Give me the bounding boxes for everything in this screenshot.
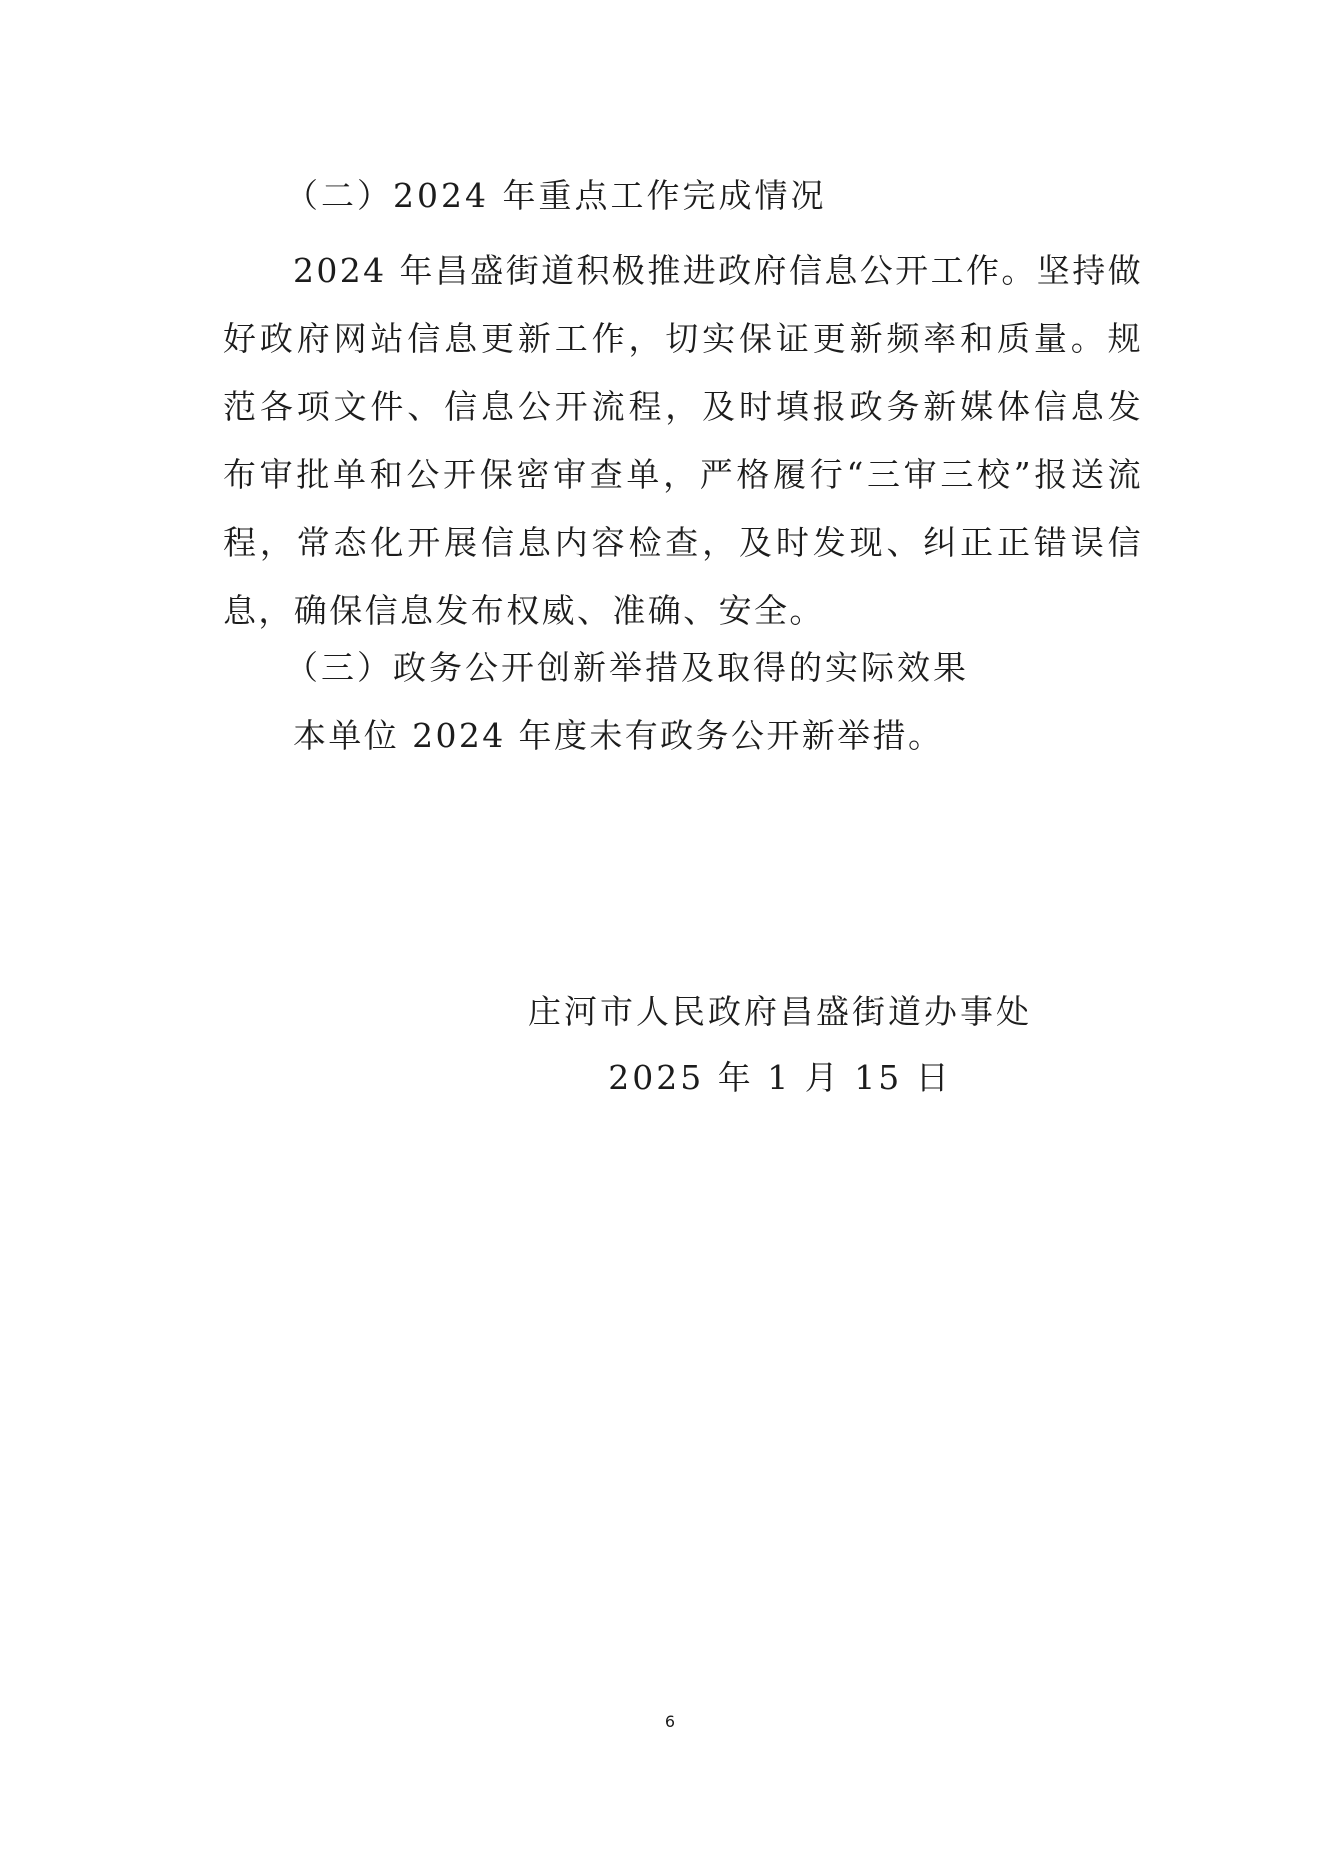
section-2-heading: （二）2024 年重点工作完成情况 — [285, 176, 827, 215]
page-number: 6 — [664, 1712, 676, 1731]
section-3-heading: （三）政务公开创新举措及取得的实际效果 — [285, 648, 969, 687]
section-2-paragraph: 2024 年昌盛街道积极推进政府信息公开工作。坚持做好政府网站信息更新工作，切实保证更新频率和质量。规范各项文件、信息公开流程，及时填报政务新媒体信息发布审批单和公开保密审查单，严格履行“三审三校”报送流程，常态化开展信息内容检查，及时发现、纠正正错误信息，确保信息发布权威、准确、安全。 — [223, 251, 1143, 630]
signature-organization: 庄河市人民政府昌盛街道办事处 — [528, 992, 1032, 1031]
signature-date: 2025 年 1 月 15 日 — [608, 1058, 952, 1097]
section-3-paragraph: 本单位 2024 年度未有政务公开新举措。 — [293, 716, 944, 755]
